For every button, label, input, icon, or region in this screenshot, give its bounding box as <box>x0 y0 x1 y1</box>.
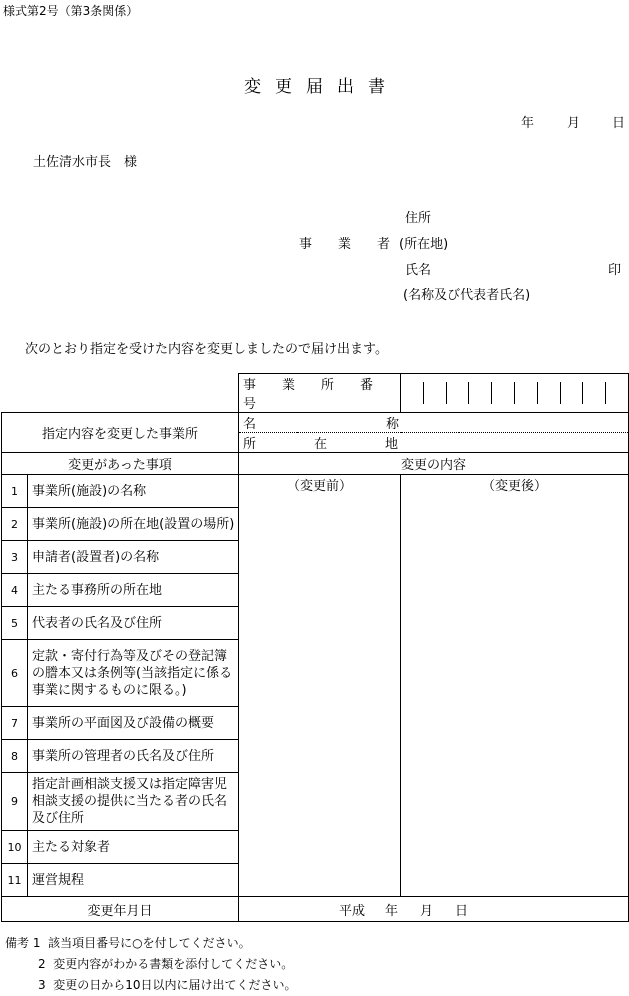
change-content-header: 変更の内容 <box>239 453 629 475</box>
digit-box[interactable] <box>514 382 537 404</box>
change-date-field[interactable] <box>239 897 629 922</box>
digit-box[interactable] <box>560 382 583 404</box>
digit-box[interactable] <box>605 382 628 404</box>
digit-box[interactable] <box>491 382 514 404</box>
office-loc-label-1: 所 <box>243 437 257 452</box>
intro-text: 次のとおり指定を受けた内容を変更しましたので届け出ます。 <box>25 342 388 357</box>
office-name-field[interactable] <box>239 413 629 433</box>
remarks <box>5 933 297 996</box>
office-loc-label-2: 在 <box>314 437 328 452</box>
after-field[interactable] <box>401 475 629 897</box>
item-number: 2 <box>2 508 28 541</box>
office-loc-label-3: 地 <box>385 437 399 452</box>
remark-text: 該当項目番号に○を付してください。 <box>48 936 251 950</box>
date-month-label: 月 <box>567 116 581 131</box>
date-day-label: 日 <box>612 116 626 131</box>
item-number: 7 <box>2 707 28 740</box>
remark-number: 1 <box>32 936 41 950</box>
remark-line <box>5 975 297 996</box>
item-text[interactable]: 事業所(施設)の名称 <box>28 475 239 508</box>
remark-text: 変更の日から10日以内に届け出てください。 <box>53 978 297 992</box>
representative-label: (名称及び代表者氏名) <box>403 288 531 303</box>
item-text[interactable]: 指定計画相談支援又は指定障害児相談支援の提供に当たる者の氏名及び住所 <box>28 773 239 831</box>
item-number: 6 <box>2 640 28 707</box>
item-number: 11 <box>2 864 28 897</box>
date-year-label: 年 <box>521 116 535 131</box>
item-number: 5 <box>2 607 28 640</box>
office-name-label-2: 称 <box>386 417 400 432</box>
addressee: 土佐清水市長 様 <box>33 155 138 170</box>
before-field[interactable] <box>239 475 401 897</box>
item-text[interactable]: 申請者(設置者)の名称 <box>28 541 239 574</box>
change-table <box>1 373 629 922</box>
change-month-label: 月 <box>420 903 434 919</box>
office-section-label: 指定内容を変更した事業所 <box>2 413 239 453</box>
item-text[interactable]: 主たる対象者 <box>28 831 239 864</box>
digit-box[interactable] <box>582 382 605 404</box>
address-label: 住所 <box>405 211 432 226</box>
digit-box[interactable] <box>446 382 469 404</box>
office-number-field[interactable] <box>401 374 629 413</box>
item-text[interactable]: 事業所の平面図及び設備の概要 <box>28 707 239 740</box>
remark-text: 変更内容がわかる書類を添付してください。 <box>53 957 294 971</box>
era-label: 平成 <box>339 903 366 919</box>
before-label: （変更前） <box>287 479 353 494</box>
remark-number: 3 <box>38 978 46 992</box>
remark-line <box>5 933 297 954</box>
item-number: 3 <box>2 541 28 574</box>
remark-line <box>5 954 297 975</box>
item-number: 1 <box>2 475 28 508</box>
change-year-label: 年 <box>385 903 399 919</box>
item-number: 4 <box>2 574 28 607</box>
remark-number: 2 <box>38 957 46 971</box>
item-number: 8 <box>2 740 28 773</box>
change-date-label: 変更年月日 <box>2 897 239 922</box>
item-text[interactable]: 主たる事務所の所在地 <box>28 574 239 607</box>
digit-box[interactable] <box>537 382 560 404</box>
form-number: 様式第2号（第3条関係） <box>3 4 139 18</box>
item-number: 9 <box>2 773 28 831</box>
item-number: 10 <box>2 831 28 864</box>
item-text[interactable]: 事業所(施設)の所在地(設置の場所) <box>28 508 239 541</box>
digit-box[interactable] <box>401 382 423 404</box>
page-title: 変更届出書 <box>244 77 399 97</box>
item-text[interactable]: 定款・寄付行為等及びその登記簿の謄本又は条例等(当該指定に係る事業に関するものに限る。) <box>28 640 239 707</box>
item-text[interactable]: 運営規程 <box>28 864 239 897</box>
digit-box[interactable] <box>423 382 446 404</box>
office-name-label-1: 名 <box>243 417 257 432</box>
change-day-label: 日 <box>455 903 469 919</box>
role-label: 事 業 者 <box>299 237 391 252</box>
seal-mark: 印 <box>608 263 622 278</box>
changed-item-header: 変更があった事項 <box>2 453 239 475</box>
item-text[interactable]: 代表者の氏名及び住所 <box>28 607 239 640</box>
item-text[interactable]: 事業所の管理者の氏名及び住所 <box>28 740 239 773</box>
after-label: （変更後） <box>482 479 548 494</box>
name-label: 氏名 <box>405 263 432 278</box>
office-number-label: 事 業 所 番 号 <box>239 374 401 413</box>
digit-box[interactable] <box>468 382 491 404</box>
location-label: (所在地) <box>399 237 449 252</box>
remarks-label: 備考 <box>5 936 30 950</box>
office-location-field[interactable] <box>239 433 629 453</box>
